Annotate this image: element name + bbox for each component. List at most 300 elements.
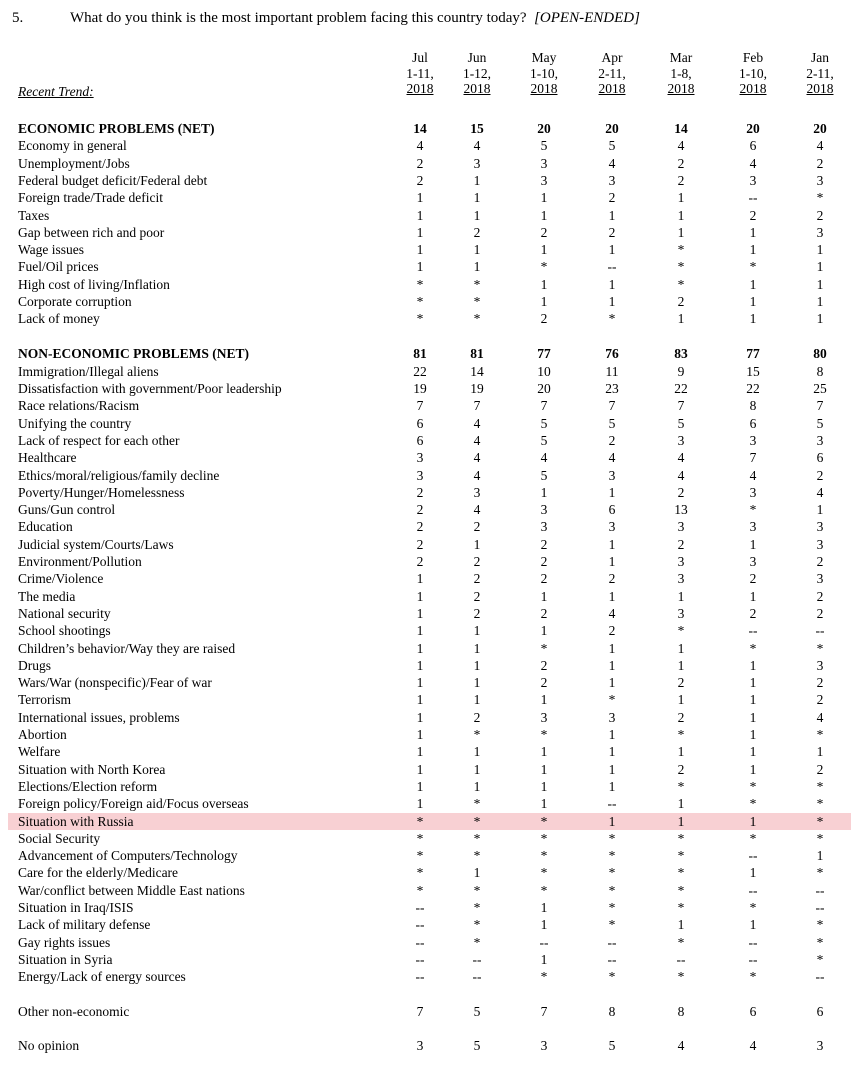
row-value: 1 bbox=[816, 294, 824, 309]
row-value: -- bbox=[748, 934, 758, 950]
row-value: * bbox=[416, 865, 424, 881]
table-row bbox=[0, 276, 853, 293]
row-value: 1 bbox=[473, 692, 481, 708]
table-row bbox=[0, 310, 853, 327]
row-value: * bbox=[677, 882, 685, 898]
row-value: 3 bbox=[816, 1038, 824, 1054]
row-value: 1 bbox=[816, 242, 824, 258]
row-value: * bbox=[816, 830, 824, 846]
question-prompt: What do you think is the most important problem facing this country today? bbox=[70, 10, 527, 26]
row-value: * bbox=[608, 311, 616, 327]
row-value: 19 bbox=[470, 381, 484, 396]
row-value: 2 bbox=[473, 554, 481, 569]
row-value: 3 bbox=[749, 484, 757, 500]
row-value: 1 bbox=[608, 484, 616, 500]
row-value: 7 bbox=[473, 398, 481, 414]
table-row bbox=[0, 207, 853, 224]
row-value: 7 bbox=[416, 398, 424, 414]
row-value: 7 bbox=[540, 1003, 548, 1019]
row-value: * bbox=[540, 727, 548, 742]
row-value: 81 bbox=[470, 346, 484, 362]
table-row bbox=[0, 951, 853, 968]
column-header-days: 1-12, bbox=[462, 65, 492, 81]
table-row bbox=[0, 467, 853, 484]
row-value: 15 bbox=[746, 363, 760, 379]
row-label: Judicial system/Courts/Laws bbox=[18, 536, 174, 552]
row-label: Unemployment/Jobs bbox=[18, 155, 130, 171]
row-label: Gap between rich and poor bbox=[18, 224, 165, 240]
row-label: International issues, problems bbox=[18, 709, 180, 725]
row-value: 1 bbox=[749, 588, 757, 604]
row-value: 15 bbox=[470, 121, 484, 136]
row-value: * bbox=[816, 865, 824, 881]
row-value: 1 bbox=[473, 536, 481, 552]
row-value: * bbox=[677, 276, 685, 292]
row-value: 5 bbox=[677, 415, 685, 431]
row-value: 1 bbox=[608, 242, 616, 258]
row-value: 8 bbox=[677, 1003, 685, 1019]
row-value: 20 bbox=[813, 121, 827, 136]
row-value: 2 bbox=[608, 224, 616, 240]
row-value: 4 bbox=[473, 450, 481, 466]
row-value: 3 bbox=[473, 155, 481, 171]
row-value: * bbox=[608, 865, 616, 881]
row-value: 3 bbox=[749, 519, 757, 535]
row-value: 20 bbox=[746, 121, 760, 136]
row-value: 1 bbox=[816, 311, 824, 327]
table-row bbox=[0, 864, 853, 881]
row-label: Immigration/Illegal aliens bbox=[18, 363, 159, 379]
column-header-month: Mar bbox=[669, 50, 693, 65]
row-value: 2 bbox=[608, 190, 616, 206]
column-header-month: Feb bbox=[742, 50, 764, 65]
row-value: 4 bbox=[608, 605, 616, 621]
row-value: 4 bbox=[677, 138, 685, 154]
row-value: -- bbox=[748, 623, 758, 639]
row-value: 1 bbox=[677, 207, 685, 223]
row-value: 1 bbox=[677, 190, 685, 206]
row-value: 1 bbox=[416, 207, 424, 223]
row-value: 5 bbox=[540, 138, 548, 154]
row-value: 1 bbox=[677, 657, 685, 673]
row-value: * bbox=[677, 778, 685, 794]
table-row bbox=[0, 709, 853, 726]
column-header-days: 2-11, bbox=[806, 65, 834, 81]
row-value: 2 bbox=[540, 675, 548, 691]
row-value: 2 bbox=[540, 536, 548, 552]
row-value: 2 bbox=[816, 588, 824, 604]
row-value: 4 bbox=[540, 450, 548, 466]
row-value: 3 bbox=[540, 709, 548, 725]
row-value: 4 bbox=[473, 415, 481, 431]
row-value: 77 bbox=[746, 346, 760, 362]
row-value: 3 bbox=[749, 432, 757, 448]
row-value: 11 bbox=[605, 363, 619, 379]
row-value: 2 bbox=[416, 172, 424, 188]
row-value: 5 bbox=[540, 432, 548, 448]
row-value: 2 bbox=[540, 311, 548, 327]
row-label: Healthcare bbox=[18, 450, 77, 466]
table-row bbox=[0, 415, 853, 432]
row-value: * bbox=[540, 813, 548, 829]
row-value: 1 bbox=[473, 761, 481, 777]
table-row bbox=[0, 432, 853, 449]
row-value: * bbox=[473, 917, 481, 933]
row-label: Guns/Gun control bbox=[18, 502, 116, 518]
table-row bbox=[0, 657, 853, 674]
row-label: Children’s behavior/Way they are raised bbox=[18, 640, 236, 656]
table-row bbox=[0, 1037, 853, 1054]
row-value: 1 bbox=[540, 744, 548, 760]
row-value: 1 bbox=[608, 778, 616, 794]
table-row bbox=[0, 795, 853, 812]
column-headers bbox=[0, 50, 853, 100]
row-value: * bbox=[473, 796, 481, 812]
row-value: 76 bbox=[605, 346, 619, 362]
row-value: 22 bbox=[413, 363, 427, 379]
row-value: -- bbox=[815, 623, 825, 639]
row-value: 1 bbox=[749, 224, 757, 240]
row-value: 3 bbox=[816, 519, 824, 535]
row-value: -- bbox=[415, 917, 425, 933]
row-value: 1 bbox=[473, 207, 481, 223]
row-value: 1 bbox=[473, 778, 481, 794]
row-value: 4 bbox=[816, 484, 824, 500]
column-header-mar bbox=[646, 50, 716, 97]
table-row bbox=[0, 743, 853, 760]
row-value: 3 bbox=[677, 519, 685, 535]
row-value: * bbox=[416, 276, 424, 292]
row-value: * bbox=[473, 934, 481, 950]
row-value: -- bbox=[815, 882, 825, 898]
table-row bbox=[0, 172, 853, 189]
column-header-year: 2018 bbox=[598, 81, 626, 96]
row-value: 25 bbox=[813, 381, 827, 396]
row-value: * bbox=[816, 796, 824, 812]
row-value: 2 bbox=[416, 502, 424, 518]
row-label: National security bbox=[18, 605, 111, 621]
row-value: 1 bbox=[816, 259, 824, 275]
row-value: -- bbox=[415, 969, 425, 985]
row-value: 3 bbox=[540, 172, 548, 188]
row-value: 1 bbox=[540, 623, 548, 639]
row-value: 1 bbox=[416, 675, 424, 691]
row-label: Advancement of Computers/Technology bbox=[18, 848, 238, 864]
row-value: * bbox=[816, 778, 824, 794]
table-row bbox=[0, 397, 853, 414]
row-label: Other non-economic bbox=[18, 1003, 130, 1019]
table-row bbox=[0, 258, 853, 275]
row-value: * bbox=[677, 830, 685, 846]
column-header-month: Apr bbox=[601, 50, 623, 65]
row-value: 2 bbox=[816, 207, 824, 223]
row-value: * bbox=[608, 917, 616, 933]
row-value: 3 bbox=[608, 709, 616, 725]
row-value: -- bbox=[748, 951, 758, 967]
row-value: * bbox=[473, 294, 481, 309]
row-value: 3 bbox=[677, 605, 685, 621]
row-value: 1 bbox=[540, 761, 548, 777]
row-value: 14 bbox=[470, 363, 484, 379]
table-row bbox=[0, 778, 853, 795]
row-value: 3 bbox=[473, 484, 481, 500]
row-value: 2 bbox=[677, 172, 685, 188]
row-label: Elections/Election reform bbox=[18, 778, 158, 794]
row-value: 1 bbox=[540, 796, 548, 812]
row-value: 1 bbox=[540, 294, 548, 309]
row-value: 1 bbox=[677, 311, 685, 327]
row-value: -- bbox=[607, 934, 617, 950]
column-header-feb bbox=[718, 50, 788, 97]
row-label: Energy/Lack of energy sources bbox=[18, 969, 186, 985]
row-value: 3 bbox=[749, 172, 757, 188]
row-value: * bbox=[677, 900, 685, 915]
row-value: * bbox=[749, 796, 757, 812]
recent-trend-label: Recent Trend: bbox=[18, 84, 94, 99]
row-value: 6 bbox=[416, 432, 424, 448]
row-value: * bbox=[677, 848, 685, 864]
row-value: 3 bbox=[540, 502, 548, 518]
row-label: Corporate corruption bbox=[18, 294, 132, 309]
row-value: 1 bbox=[749, 536, 757, 552]
row-value: * bbox=[608, 969, 616, 985]
row-value: * bbox=[816, 813, 824, 829]
row-value: 1 bbox=[540, 207, 548, 223]
row-value: 4 bbox=[608, 155, 616, 171]
row-value: 3 bbox=[540, 519, 548, 535]
row-label: Gay rights issues bbox=[18, 934, 111, 950]
column-header-month: Jan bbox=[811, 50, 829, 65]
row-label: Dissatisfaction with government/Poor leadership bbox=[18, 381, 282, 396]
row-value: 1 bbox=[677, 917, 685, 933]
row-value: * bbox=[416, 882, 424, 898]
row-value: 1 bbox=[608, 276, 616, 292]
row-value: 2 bbox=[749, 571, 757, 587]
table-row bbox=[0, 640, 853, 657]
row-value: 5 bbox=[608, 138, 616, 154]
row-value: * bbox=[473, 727, 481, 742]
row-value: 1 bbox=[816, 276, 824, 292]
row-label: Foreign trade/Trade deficit bbox=[18, 190, 163, 206]
column-header-may bbox=[509, 50, 579, 97]
row-value: 20 bbox=[605, 121, 619, 136]
row-value: 2 bbox=[677, 155, 685, 171]
row-value: 3 bbox=[816, 172, 824, 188]
row-value: 9 bbox=[677, 363, 685, 379]
row-value: 1 bbox=[816, 744, 824, 760]
row-value: 6 bbox=[816, 1003, 824, 1019]
question-tag: [OPEN-ENDED] bbox=[534, 10, 640, 26]
row-value: 19 bbox=[413, 381, 427, 396]
row-value: 2 bbox=[816, 554, 824, 569]
row-label: Social Security bbox=[18, 830, 101, 846]
row-value: * bbox=[540, 865, 548, 881]
table-row bbox=[0, 674, 853, 691]
row-label: Abortion bbox=[18, 727, 67, 742]
row-value: 2 bbox=[816, 155, 824, 171]
table-row bbox=[0, 155, 853, 172]
row-value: 5 bbox=[540, 415, 548, 431]
row-value: 1 bbox=[540, 951, 548, 967]
row-value: 1 bbox=[749, 917, 757, 933]
row-value: 3 bbox=[540, 1038, 548, 1054]
row-value: 2 bbox=[540, 224, 548, 240]
row-value: 1 bbox=[608, 554, 616, 569]
row-value: * bbox=[540, 830, 548, 846]
row-value: * bbox=[416, 311, 424, 327]
row-value: * bbox=[608, 900, 616, 915]
row-label: Education bbox=[18, 519, 73, 535]
column-header-jun bbox=[442, 50, 512, 97]
row-value: 1 bbox=[473, 242, 481, 258]
row-value: 5 bbox=[473, 1038, 481, 1054]
row-value: 1 bbox=[540, 692, 548, 708]
row-value: * bbox=[749, 969, 757, 985]
row-value: * bbox=[677, 969, 685, 985]
row-value: 3 bbox=[416, 1038, 424, 1054]
row-value: 1 bbox=[416, 190, 424, 206]
row-value: 1 bbox=[416, 727, 424, 742]
row-value: 1 bbox=[473, 865, 481, 881]
row-value: 1 bbox=[416, 605, 424, 621]
row-value: * bbox=[749, 778, 757, 794]
row-value: 4 bbox=[473, 138, 481, 154]
row-value: 2 bbox=[473, 519, 481, 535]
row-value: -- bbox=[539, 934, 549, 950]
row-value: 4 bbox=[677, 467, 685, 483]
row-value: * bbox=[677, 242, 685, 258]
row-value: -- bbox=[607, 796, 617, 812]
row-value: 8 bbox=[608, 1003, 616, 1019]
row-label: Care for the elderly/Medicare bbox=[18, 865, 179, 881]
row-value: 1 bbox=[416, 761, 424, 777]
row-value: -- bbox=[607, 951, 617, 967]
row-label: Drugs bbox=[18, 657, 51, 673]
row-value: -- bbox=[415, 934, 425, 950]
row-value: 2 bbox=[416, 484, 424, 500]
row-value: 1 bbox=[749, 813, 757, 829]
row-value: * bbox=[677, 623, 685, 639]
column-header-year: 2018 bbox=[406, 81, 434, 96]
row-value: 2 bbox=[416, 155, 424, 171]
row-value: * bbox=[677, 865, 685, 881]
row-value: 3 bbox=[816, 536, 824, 552]
row-value: 1 bbox=[608, 657, 616, 673]
row-value: 3 bbox=[749, 554, 757, 569]
row-value: 4 bbox=[473, 432, 481, 448]
table-row bbox=[0, 934, 853, 951]
row-value: 2 bbox=[608, 432, 616, 448]
row-value: * bbox=[608, 692, 616, 708]
row-value: 8 bbox=[816, 363, 824, 379]
row-value: 1 bbox=[677, 796, 685, 812]
row-value: 2 bbox=[816, 761, 824, 777]
row-value: 1 bbox=[416, 571, 424, 587]
row-label: No opinion bbox=[18, 1038, 80, 1054]
table-row-highlighted bbox=[8, 813, 851, 830]
row-value: 1 bbox=[608, 588, 616, 604]
row-value: * bbox=[608, 830, 616, 846]
row-value: 1 bbox=[608, 813, 616, 829]
row-value: 14 bbox=[413, 121, 427, 136]
row-value: * bbox=[473, 900, 481, 915]
table-row bbox=[0, 968, 853, 985]
row-label: School shootings bbox=[18, 623, 111, 639]
row-value: 1 bbox=[749, 276, 757, 292]
row-value: 2 bbox=[816, 692, 824, 708]
row-value: * bbox=[473, 830, 481, 846]
row-value: 2 bbox=[677, 294, 685, 309]
row-value: 6 bbox=[816, 450, 824, 466]
row-value: 4 bbox=[416, 138, 424, 154]
row-value: 1 bbox=[749, 727, 757, 742]
row-value: 1 bbox=[816, 848, 824, 864]
row-value: 1 bbox=[749, 692, 757, 708]
row-label: Situation with North Korea bbox=[18, 761, 166, 777]
row-value: * bbox=[749, 259, 757, 275]
row-value: * bbox=[416, 830, 424, 846]
row-value: * bbox=[749, 640, 757, 656]
row-value: 4 bbox=[608, 450, 616, 466]
row-value: 2 bbox=[816, 605, 824, 621]
row-value: 1 bbox=[749, 709, 757, 725]
row-value: 7 bbox=[816, 398, 824, 414]
column-header-days: 2-11, bbox=[598, 65, 626, 81]
row-value: 2 bbox=[540, 571, 548, 587]
row-value: 6 bbox=[416, 415, 424, 431]
row-value: 1 bbox=[416, 259, 424, 275]
row-value: 1 bbox=[749, 675, 757, 691]
row-label: Unifying the country bbox=[18, 415, 132, 431]
row-value: 2 bbox=[677, 484, 685, 500]
row-label: Fuel/Oil prices bbox=[18, 259, 99, 275]
row-value: 20 bbox=[537, 121, 551, 136]
row-value: 1 bbox=[416, 709, 424, 725]
table-row bbox=[0, 916, 853, 933]
row-value: * bbox=[608, 882, 616, 898]
row-value: 2 bbox=[473, 709, 481, 725]
row-label: Wars/War (nonspecific)/Fear of war bbox=[18, 675, 212, 691]
row-value: 5 bbox=[473, 1003, 481, 1019]
row-value: 2 bbox=[416, 519, 424, 535]
row-value: * bbox=[608, 848, 616, 864]
table-row bbox=[0, 536, 853, 553]
row-label: Environment/Pollution bbox=[18, 554, 142, 569]
column-header-days: 1-10, bbox=[738, 65, 768, 81]
row-value: * bbox=[473, 848, 481, 864]
row-value: 1 bbox=[749, 761, 757, 777]
row-value: -- bbox=[815, 969, 825, 985]
row-value: 4 bbox=[677, 1038, 685, 1054]
row-value: 1 bbox=[749, 744, 757, 760]
row-value: * bbox=[816, 951, 824, 967]
row-value: 10 bbox=[537, 363, 551, 379]
table-row bbox=[0, 484, 853, 501]
row-label: ECONOMIC PROBLEMS (NET) bbox=[18, 121, 215, 136]
row-value: * bbox=[677, 934, 685, 950]
row-label: Situation with Russia bbox=[18, 813, 134, 829]
row-value: 3 bbox=[416, 467, 424, 483]
row-value: 1 bbox=[540, 190, 548, 206]
column-header-year: 2018 bbox=[739, 81, 767, 96]
row-value: -- bbox=[472, 951, 482, 967]
row-value: 23 bbox=[605, 381, 619, 396]
row-value: * bbox=[540, 848, 548, 864]
column-header-month: Jun bbox=[467, 50, 487, 65]
row-value: 4 bbox=[749, 155, 757, 171]
row-value: 1 bbox=[416, 640, 424, 656]
table-row bbox=[0, 345, 853, 362]
